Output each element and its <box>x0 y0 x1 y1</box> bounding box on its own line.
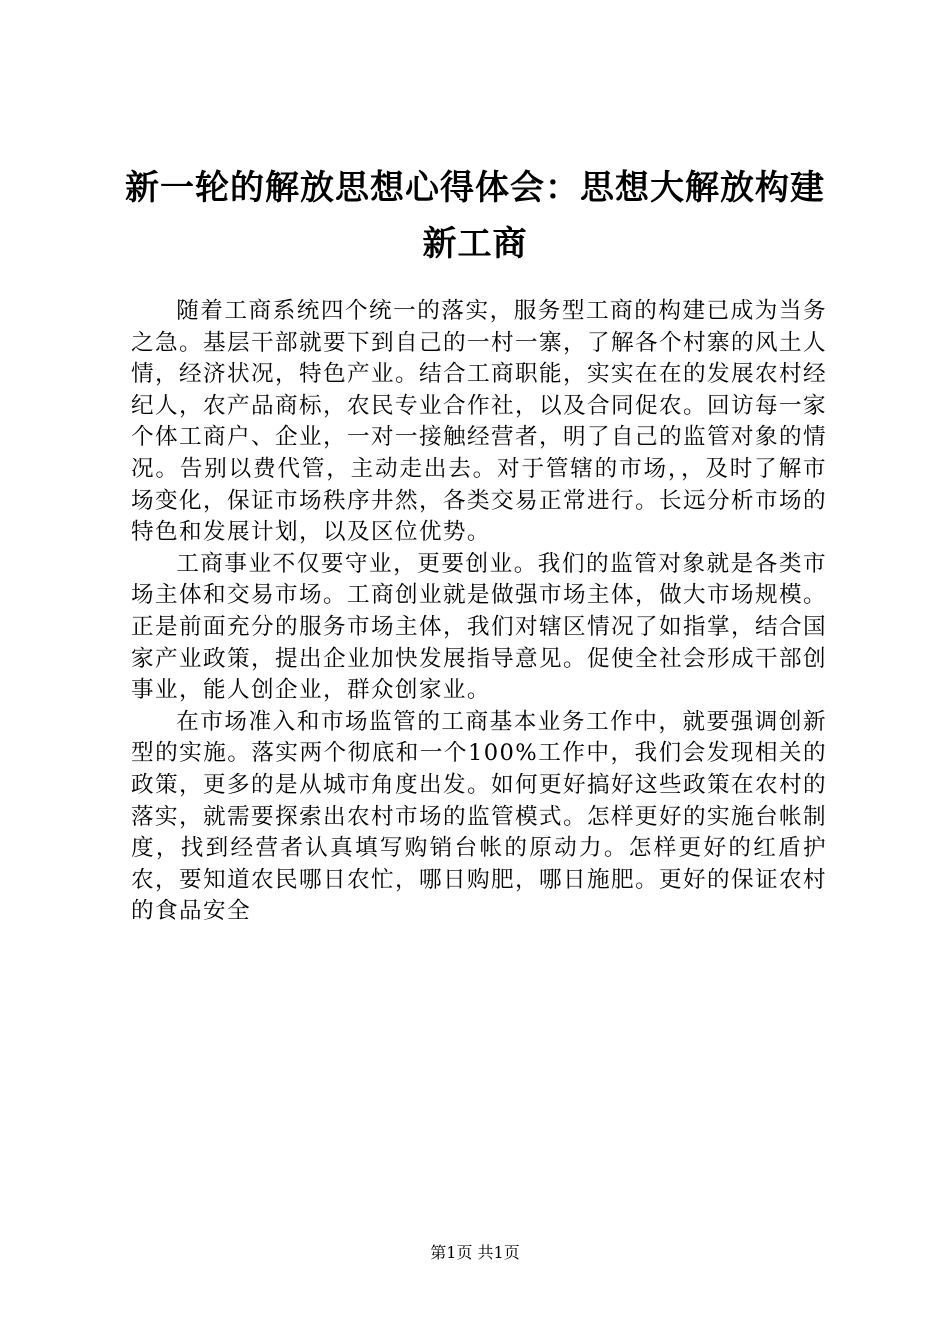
paragraph-3: 在市场准入和市场监管的工商基本业务工作中，就要强调创新型的实施。落实两个彻底和一个100%工作中，我们会发现相关的政策，更多的是从城市角度出发。如何更好搞好这些政策在农村的落实，就需要探索出农村市场的监管模式。怎样更好的实施台帐制度，找到经营者认真填写购销台帐的原动力。怎样更好的红盾护农，要知道农民哪日农忙，哪日购肥，哪日施肥。更好的保证农村的食品安全 <box>131 708 827 925</box>
paragraph-2: 工商事业不仅要守业，更要创业。我们的监管对象就是各类市场主体和交易市场。工商创业就是做强市场主体，做大市场规模。正是前面充分的服务市场主体，我们对辖区情况了如指掌，结合国家产业政策，提出企业加快发展指导意见。促使全社会形成干部创事业，能人创企业，群众创家业。 <box>131 550 827 704</box>
document-title: 新一轮的解放思想心得体会：思想大解放构建新工商 <box>125 168 825 264</box>
page-footer: 第1页 共1页 <box>430 1243 520 1262</box>
paragraph-1: 随着工商系统四个统一的落实，服务型工商的构建已成为当务之急。基层干部就要下到自己的一村一寨，了解各个村寨的风土人情，经济状况，特色产业。结合工商职能，实实在在的发展农村经纪人，农产品商标，农民专业合作社，以及合同促农。回访每一家个体工商户、企业，一对一接触经营者，明了自己的监管对象的情况。告别以费代管，主动走出去。对于管辖的市场，，及时了解市场变化，保证市场秩序井然，各类交易正常进行。长远分析市场的特色和发展计划，以及区位优势。 <box>131 298 827 546</box>
document-body <box>131 296 827 928</box>
